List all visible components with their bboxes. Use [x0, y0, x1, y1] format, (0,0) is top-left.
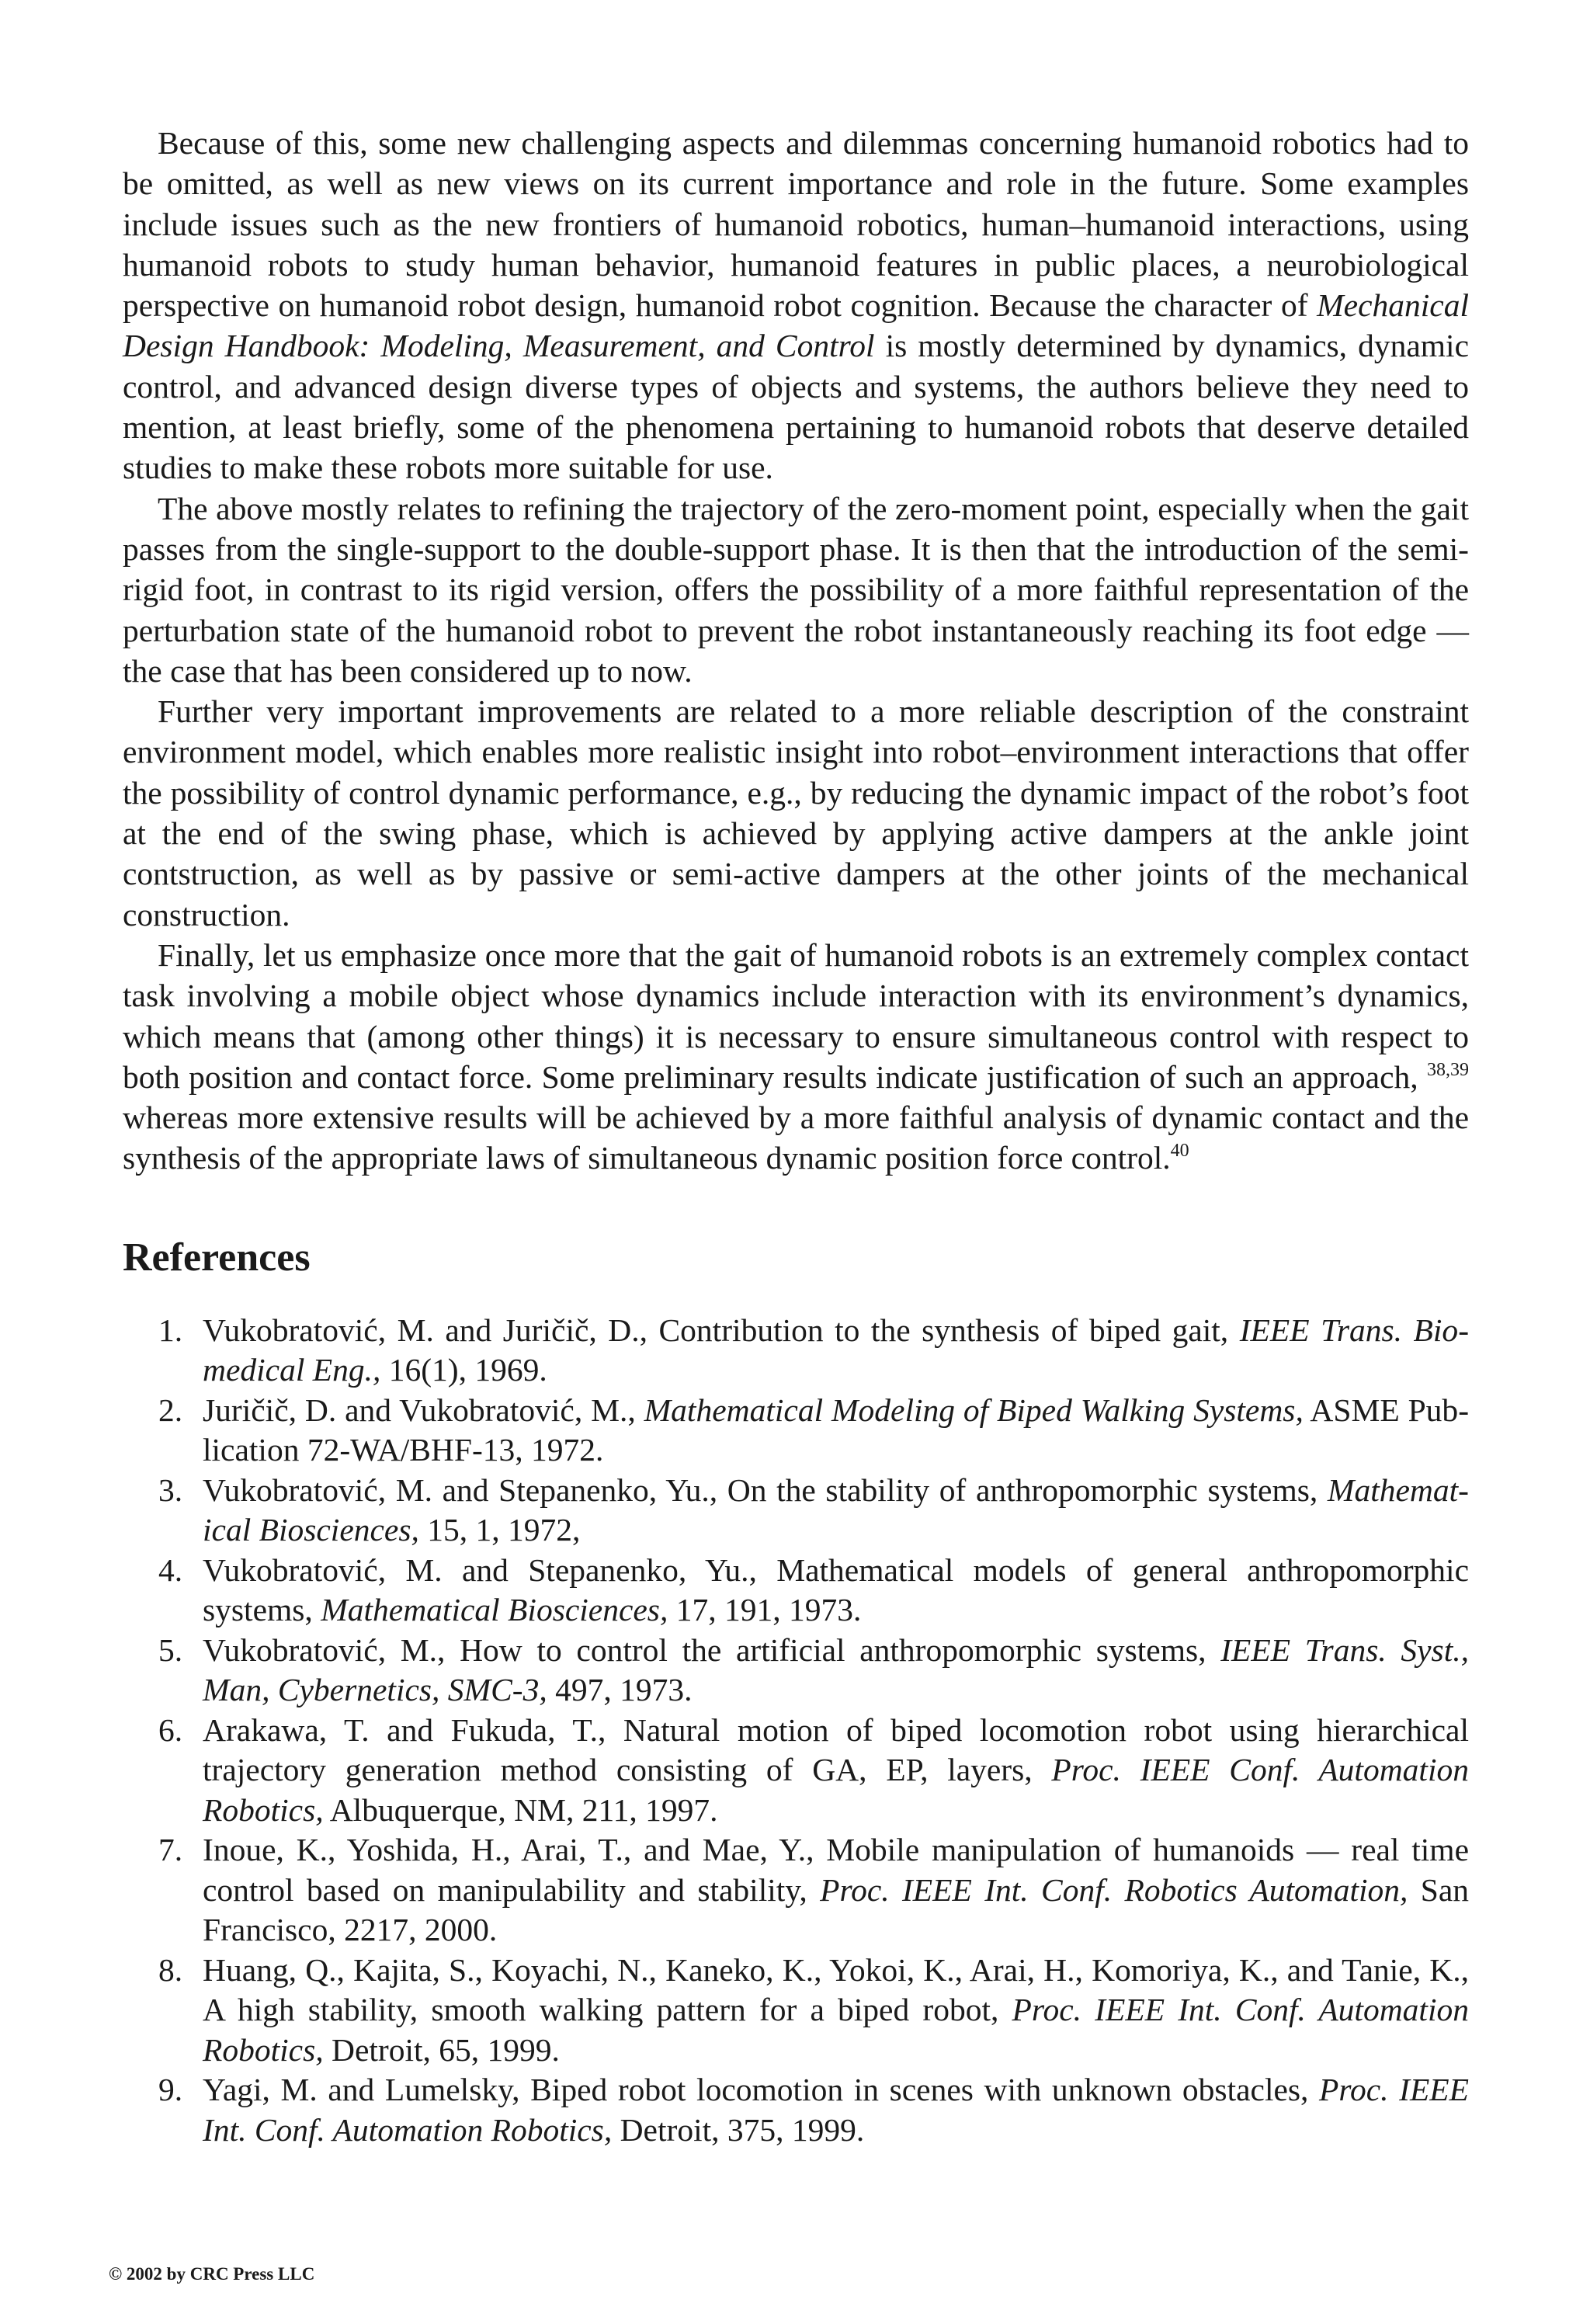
text-run: Further very important improvements are related to a more reliable description of the constraint environment model, which enables more realistic insight into robot–environment interactions that offer the possibility of control dynamic performance, e.g., by reducing the dynamic impact of the robot’s foot at the end of the swing phase, which is achieved by applying active dampers at the ankle joint contstruction, as well as by passive or semi-active dampers at the other joints of the mechanical construction.	[123, 693, 1469, 933]
reference-number: 3.	[158, 1471, 183, 1508]
italic-text: Proc. IEEE Conf. Automation Robotics,	[203, 1752, 1469, 1828]
text-run: Huang, Q., Kajita, S., Koyachi, N., Kaneko, K., Yokoi, K., Arai, H., Komoriya, K., and Tanie, K., A high stability, smooth walking pattern for a biped robot,	[203, 1951, 1469, 2028]
italic-text: Mathematical Biosciences,	[321, 1592, 668, 1628]
text-run: Detroit, 375, 1999.	[612, 2111, 865, 2148]
italic-text: Proc. IEEE Int. Conf. Robotics Automation,	[820, 1871, 1408, 1908]
text-run: ASME Publication 72-WA/BHF-13, 1972.	[203, 1391, 1470, 1468]
reference-item	[123, 1311, 1469, 1391]
text-run: 15, 1, 1972,	[418, 1512, 581, 1548]
reference-number: 1.	[158, 1311, 183, 1348]
text-run: whereas more extensive results will be achieved by a more faithful analysis of dynamic contact and the synthesis of the appropriate laws of simultaneous dynamic position force control.	[123, 1099, 1469, 1176]
body-paragraph	[123, 935, 1469, 1179]
italic-text: Mathematical Modeling of Biped Walking Systems,	[644, 1391, 1304, 1428]
reference-number: 9.	[158, 2072, 183, 2108]
copyright-footer: © 2002 by CRC Press LLC	[109, 2264, 315, 2284]
text-run: is mostly determined by dynamics, dynamic control, and advanced design diverse types of objects and systems, the authors believe they need to mention, at least briefly, some of the phenomena pertaining to humanoid robots that deserve detailed studies to make these robots more suitable for use.	[123, 328, 1469, 486]
text-run: Vukobratović, M., How to control the artificial anthropomorphic systems,	[203, 1631, 1221, 1668]
page-body	[123, 123, 1469, 2150]
reference-item	[123, 1471, 1469, 1551]
citation-superscript: 40	[1170, 1141, 1189, 1162]
text-run: Vukobratović, M. and Stepanenko, Yu., Mathematical models of general anthropomorphic systems,	[203, 1551, 1469, 1628]
reference-number: 6.	[158, 1711, 183, 1748]
references-list	[123, 1311, 1469, 2151]
italic-text: Proc. IEEE Int. Conf. Automation Robotics,	[203, 1992, 1469, 2068]
text-run: 16(1), 1969.	[380, 1352, 547, 1388]
reference-number: 7.	[158, 1832, 183, 1868]
reference-item	[123, 1631, 1469, 1711]
reference-item	[123, 1551, 1469, 1631]
italic-text: Mechanical Design Handbook: Modeling, Measurement, and Control	[123, 287, 1469, 364]
italic-text: IEEE Trans. Biomedical Eng.,	[203, 1311, 1470, 1388]
italic-text: Mathematical Biosciences,	[203, 1471, 1469, 1548]
text-run: The above mostly relates to refining the trajectory of the zero-moment point, especially when the gait passes from the single-support to the double-support phase. It is then that the introduction of the semi-rigid foot, in contrast to its rigid version, offers the possibility of a more faithful representation of the perturbation state of the humanoid robot to prevent the robot instantaneously reaching its foot edge — the case that has been considered up to now.	[123, 490, 1469, 689]
reference-item	[123, 1830, 1469, 1951]
text-run: 17, 191, 1973.	[668, 1592, 862, 1628]
citation-superscript: 38,39	[1427, 1059, 1469, 1080]
text-run: Arakawa, T. and Fukuda, T., Natural motion of biped locomotion robot using hierarchical trajectory generation method consisting of GA, EP, layers,	[203, 1711, 1469, 1788]
body-text	[123, 123, 1469, 1179]
text-run: Vukobratović, M. and Stepanenko, Yu., On the stability of anthropomorphic systems,	[203, 1471, 1328, 1508]
text-run: Juričič, D. and Vukobratović, M.,	[203, 1391, 644, 1428]
text-run: Detroit, 65, 1999.	[323, 2031, 560, 2068]
italic-text: IEEE Trans. Syst., Man, Cybernetics, SMC-3,	[203, 1631, 1469, 1708]
reference-number: 8.	[158, 1951, 183, 1988]
text-run: Finally, let us emphasize once more that the gait of humanoid robots is an extremely complex contact task involving a mobile object whose dynamics include interaction with its environment’s dynamics, which means that (among other things) it is necessary to ensure simultaneous control with respect to both position and contact force. Some preliminary results indicate justification of such an approach,	[123, 936, 1469, 1095]
text-run: Because of this, some new challenging aspects and dilemmas concerning humanoid robotics had to be omitted, as well as new views on its current importance and role in the future. Some examples include issues such as the new frontiers of humanoid robotics, human–humanoid interactions, using humanoid robots to study human behavior, humanoid features in public places, a neurobiological perspective on humanoid robot design, humanoid robot cognition. Because the character of	[123, 125, 1469, 324]
reference-number: 4.	[158, 1551, 183, 1588]
italic-text: Proc. IEEE Int. Conf. Automation Robotics,	[203, 2072, 1470, 2148]
reference-number: 5.	[158, 1631, 183, 1668]
text-run: Inoue, K., Yoshida, H., Arai, T., and Mae, Y., Mobile manipulation of humanoids — real time control based on manipulability and stability,	[203, 1832, 1469, 1908]
body-paragraph	[123, 123, 1469, 488]
reference-item	[123, 1391, 1469, 1471]
reference-item	[123, 1951, 1469, 2071]
text-run: Vukobratović, M. and Juričič, D., Contribution to the synthesis of biped gait,	[203, 1311, 1240, 1348]
body-paragraph	[123, 488, 1469, 691]
references-heading: References	[123, 1235, 311, 1280]
reference-item	[123, 1711, 1469, 1831]
text-run: Yagi, M. and Lumelsky, Biped robot locomotion in scenes with unknown obstacles,	[203, 2072, 1320, 2108]
reference-item	[123, 2070, 1469, 2150]
text-run: San Francisco, 2217, 2000.	[203, 1871, 1470, 1948]
text-run: 497, 1973.	[547, 1672, 693, 1708]
text-run: Albuquerque, NM, 211, 1997.	[323, 1791, 718, 1828]
reference-number: 2.	[158, 1391, 183, 1428]
body-paragraph	[123, 691, 1469, 935]
